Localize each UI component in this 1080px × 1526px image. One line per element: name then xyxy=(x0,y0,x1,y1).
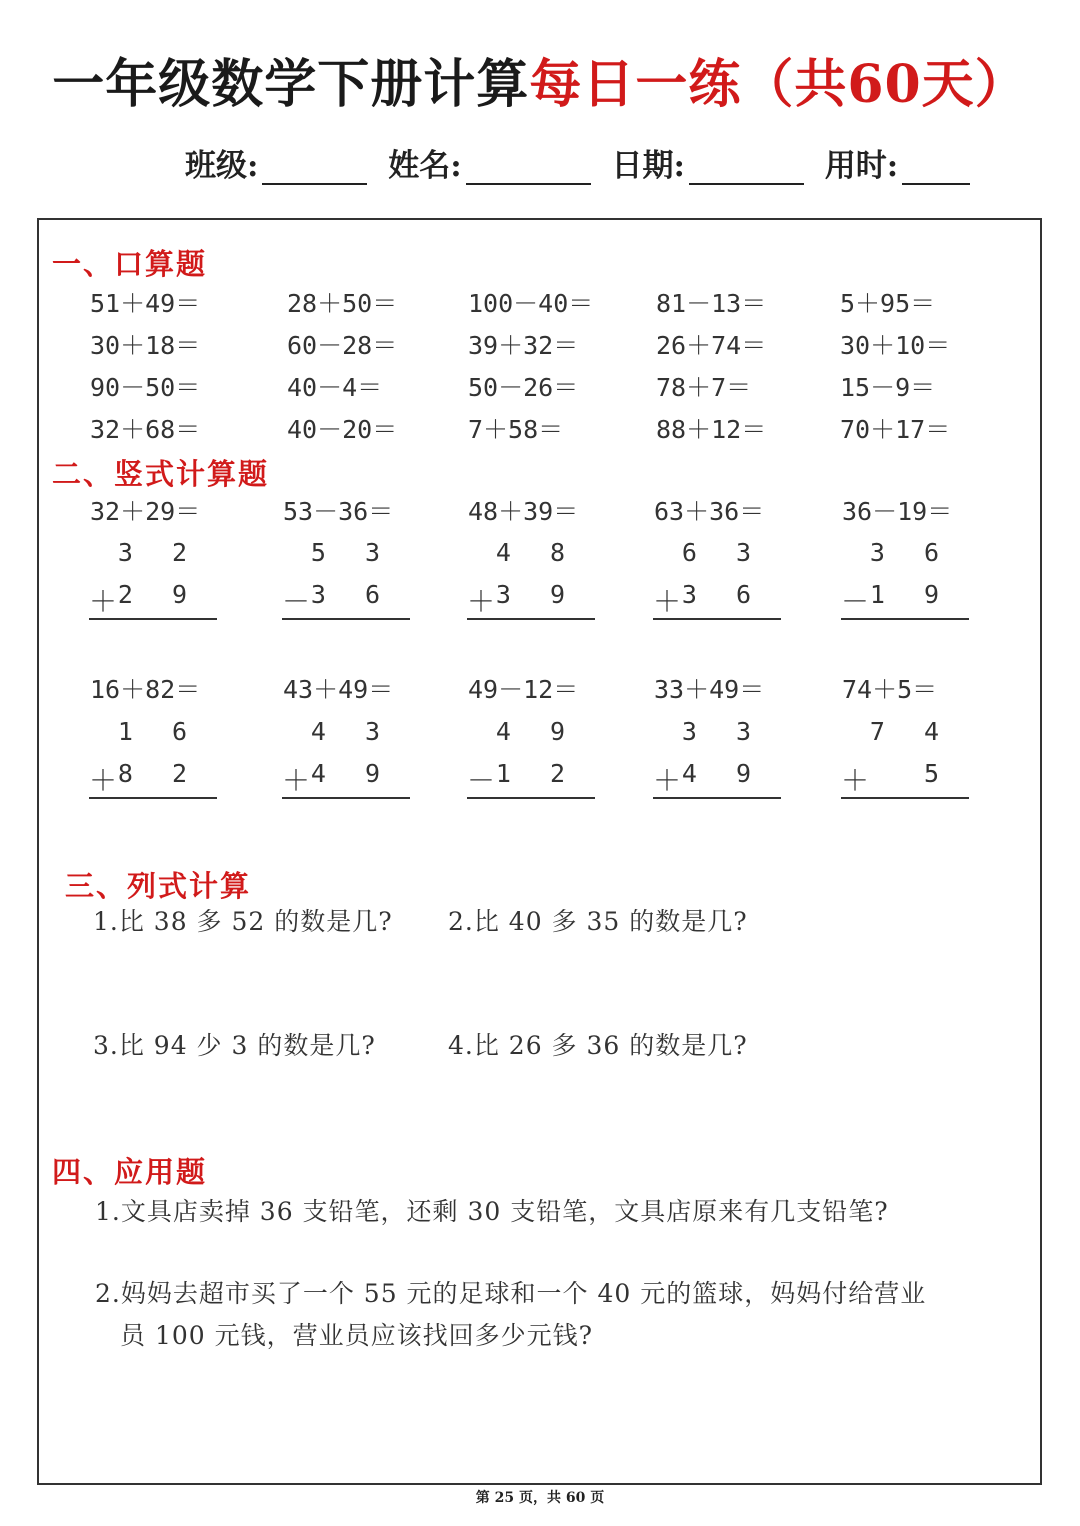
vertical-operator: ＋ xyxy=(89,764,118,797)
class-field xyxy=(185,140,367,185)
vertical-top-number: 5 3 xyxy=(310,538,392,567)
expression-question: 2.比 40 多 35 的数是几? xyxy=(448,907,748,936)
time-blank[interactable] xyxy=(902,153,970,185)
vertical-problem-equation: 74＋5＝ xyxy=(842,675,938,704)
date-field xyxy=(612,140,804,185)
vertical-top-number: 4 8 xyxy=(495,538,577,567)
oral-problem: 50－26＝ xyxy=(468,373,579,402)
vertical-top-number: 7 4 xyxy=(869,717,951,746)
vertical-problem-equation: 49－12＝ xyxy=(468,675,579,704)
vertical-problem-equation: 32＋29＝ xyxy=(90,497,201,526)
oral-problem: 100－40＝ xyxy=(468,289,594,318)
answer-line xyxy=(841,618,969,620)
answer-line xyxy=(467,797,595,799)
vertical-operator: ＋ xyxy=(841,764,870,797)
vertical-problem xyxy=(841,538,969,618)
vertical-top-number: 3 3 xyxy=(681,717,763,746)
vertical-problem xyxy=(282,717,410,797)
oral-problem: 90－50＝ xyxy=(90,373,201,402)
vertical-problem xyxy=(467,538,595,618)
vertical-bottom-number: 4 9 xyxy=(681,759,763,788)
word-problem: 1.文具店卖掉 36 支铅笔，还剩 30 支铅笔，文具店原来有几支铅笔? xyxy=(95,1197,889,1226)
page-title xyxy=(0,42,1080,117)
oral-problem: 26＋74＝ xyxy=(656,331,767,360)
vertical-bottom-number: 3 6 xyxy=(681,580,763,609)
expression-question: 1.比 38 多 52 的数是几? xyxy=(93,907,393,936)
word-problem-continued: 员 100 元钱，营业员应该找回多少元钱? xyxy=(120,1321,594,1350)
vertical-problem-equation: 16＋82＝ xyxy=(90,675,201,704)
oral-problem: 7＋58＝ xyxy=(468,415,564,444)
answer-line xyxy=(89,797,217,799)
vertical-bottom-number: 2 9 xyxy=(117,580,199,609)
vertical-problem xyxy=(467,717,595,797)
vertical-problem-equation: 43＋49＝ xyxy=(283,675,394,704)
oral-problem: 40－4＝ xyxy=(287,373,383,402)
oral-problem: 88＋12＝ xyxy=(656,415,767,444)
oral-problem: 40－20＝ xyxy=(287,415,398,444)
expression-question: 3.比 94 少 3 的数是几? xyxy=(93,1031,376,1060)
date-label: 日期: xyxy=(611,148,685,184)
vertical-problem-equation: 63＋36＝ xyxy=(654,497,765,526)
vertical-problem-equation: 33＋49＝ xyxy=(654,675,765,704)
vertical-top-number: 3 6 xyxy=(869,538,951,567)
vertical-operator: － xyxy=(841,585,870,618)
student-info xyxy=(185,140,980,185)
oral-problem: 30＋10＝ xyxy=(840,331,951,360)
answer-line xyxy=(282,797,410,799)
section-vertical-heading: 二、竖式计算题 xyxy=(52,457,270,491)
vertical-bottom-number: 8 2 xyxy=(117,759,199,788)
oral-problem: 5＋95＝ xyxy=(840,289,936,318)
vertical-problem xyxy=(89,538,217,618)
oral-problem: 39＋32＝ xyxy=(468,331,579,360)
section-word-problem-heading: 四、应用题 xyxy=(52,1155,208,1189)
vertical-operator: ＋ xyxy=(653,764,682,797)
answer-line xyxy=(653,797,781,799)
name-field xyxy=(388,140,590,185)
oral-problem: 28＋50＝ xyxy=(287,289,398,318)
oral-problem: 15－9＝ xyxy=(840,373,936,402)
vertical-operator: ＋ xyxy=(467,585,496,618)
vertical-operator: ＋ xyxy=(89,585,118,618)
page-number: 第 25 页，共 60 页 xyxy=(475,1490,605,1506)
class-label: 班级: xyxy=(185,148,259,184)
vertical-top-number: 3 2 xyxy=(117,538,199,567)
oral-problem: 60－28＝ xyxy=(287,331,398,360)
vertical-problem xyxy=(282,538,410,618)
vertical-top-number: 1 6 xyxy=(117,717,199,746)
oral-problem: 81－13＝ xyxy=(656,289,767,318)
answer-line xyxy=(841,797,969,799)
oral-problem: 32＋68＝ xyxy=(90,415,201,444)
vertical-bottom-number: 4 9 xyxy=(310,759,392,788)
vertical-top-number: 4 3 xyxy=(310,717,392,746)
name-label: 姓名: xyxy=(388,148,462,184)
vertical-bottom-number: 3 6 xyxy=(310,580,392,609)
vertical-top-number: 4 9 xyxy=(495,717,577,746)
word-problem: 2.妈妈去超市买了一个 55 元的足球和一个 40 元的篮球，妈妈付给营业 xyxy=(95,1279,927,1308)
title-highlight: 每日一练（共60天） xyxy=(529,54,1028,115)
oral-problem: 51＋49＝ xyxy=(90,289,201,318)
answer-line xyxy=(89,618,217,620)
title-main: 一年级数学下册计算 xyxy=(52,54,530,115)
vertical-problem-equation: 36－19＝ xyxy=(842,497,953,526)
vertical-problem xyxy=(653,538,781,618)
vertical-top-number: 6 3 xyxy=(681,538,763,567)
name-blank[interactable] xyxy=(466,153,591,185)
vertical-bottom-number: 5 xyxy=(923,759,951,788)
answer-line xyxy=(282,618,410,620)
section-expression-heading: 三、列式计算 xyxy=(65,869,252,903)
answer-line xyxy=(467,618,595,620)
vertical-operator: ＋ xyxy=(282,764,311,797)
oral-problem: 30＋18＝ xyxy=(90,331,201,360)
time-field xyxy=(825,140,970,185)
vertical-problem-equation: 48＋39＝ xyxy=(468,497,579,526)
vertical-problem-equation: 53－36＝ xyxy=(283,497,394,526)
vertical-problem xyxy=(653,717,781,797)
time-label: 用时: xyxy=(824,148,899,184)
vertical-operator: ＋ xyxy=(653,585,682,618)
vertical-bottom-number: 1 2 xyxy=(495,759,577,788)
vertical-bottom-number: 1 9 xyxy=(869,580,951,609)
answer-line xyxy=(653,618,781,620)
section-oral-heading: 一、口算题 xyxy=(52,247,208,281)
vertical-operator: － xyxy=(467,764,496,797)
class-blank[interactable] xyxy=(262,153,367,185)
vertical-problem xyxy=(89,717,217,797)
vertical-problem xyxy=(841,717,969,797)
vertical-operator: － xyxy=(282,585,311,618)
oral-problem: 78＋7＝ xyxy=(656,373,752,402)
vertical-bottom-number: 3 9 xyxy=(495,580,577,609)
oral-problem: 70＋17＝ xyxy=(840,415,951,444)
expression-question: 4.比 26 多 36 的数是几? xyxy=(448,1031,748,1060)
date-blank[interactable] xyxy=(689,153,804,185)
